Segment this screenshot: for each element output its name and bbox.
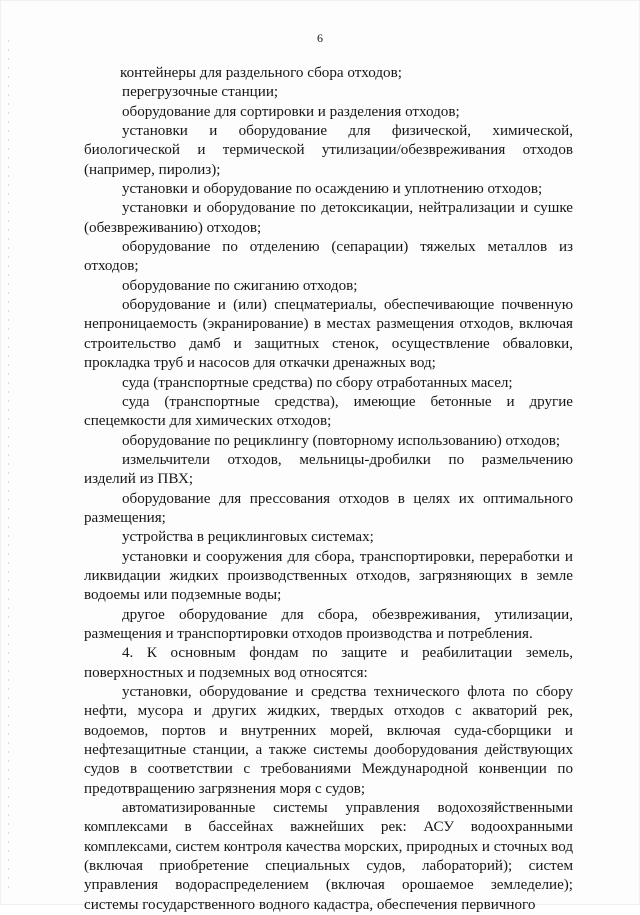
paragraph: другое оборудование для сбора, обезвреживания, утилизации, размещения и транспортировки отходов производства и потребления.	[84, 606, 573, 642]
paragraph: измельчители отходов, мельницы-дробилки по размельчению изделий из ПВХ;	[84, 451, 573, 488]
paragraph: перегрузочные станции;	[122, 84, 279, 101]
paragraph: оборудование по сжиганию отходов;	[122, 277, 358, 294]
paragraph: установки и оборудование для физической, химической, биологической и термической утилизации/обезвреживания отходов (например, пиролиз);	[84, 123, 573, 178]
paragraph: оборудование и (или) спецматериалы, обеспечивающие почвенную непроницаемость (экранирование) в местах размещения отходов, включая строительство дамб и защитных стенок, осуществление обваловки, прокладка труб и насосов для откачки дренажных вод;	[84, 297, 573, 372]
paragraph: оборудование по отделению (сепарации) тяжелых металлов из отходов;	[84, 239, 573, 275]
section-paragraph: 4. К основным фондам по защите и реабилитации земель, поверхностных и подземных вод относятся:	[84, 645, 573, 681]
paragraph: суда (транспортные средства), имеющие бетонные и другие спецемкости для химических отходов;	[84, 393, 573, 430]
paragraph: автоматизированные системы управления водохозяйственными комплексами в бассейнах важнейших рек: АСУ водоохранными комплексами, систем контроля качества морских, природных и сточных вод (включая приобретение специальных судов, лабораторий); систем управления водораспределением (включая орошаемое земледелие); системы государственного водного кадастра, обеспечения первичного	[84, 800, 573, 913]
paragraph: установки, оборудование и средства технического флота по сбору нефти, мусора и других жидких, твердых отходов с акваторий рек, водоемов, портов и внутренних морей, включая суда-сборщики и нефтезащитные станции, а также системы дооборудования действующих судов в соответствии с требованиями Международной конвенции по предотвращению загрязнения моря с судов;	[84, 684, 573, 797]
page-number: 6	[317, 31, 323, 45]
paragraph: оборудование для прессования отходов в целях их оптимального размещения;	[84, 490, 573, 526]
paragraph: установки и оборудование по осаждению и уплотнению отходов;	[122, 181, 543, 198]
paragraph: оборудование для сортировки и разделения отходов;	[122, 103, 460, 120]
paragraph: устройства в рециклинговых системах;	[122, 529, 374, 546]
scan-edge-marks	[8, 40, 9, 895]
paragraph: установки и сооружения для сбора, транспортировки, переработки и ликвидации жидких производственных отходов, загрязняющих в земле водоемы или подземные воды;	[84, 548, 573, 604]
paragraph: установки и оборудование по детоксикации, нейтрализации и сушке (обезвреживанию) отходов;	[84, 200, 573, 236]
paragraph: оборудование по рециклингу (повторному использованию) отходов;	[122, 432, 561, 449]
body-text	[84, 64, 573, 915]
paragraph: суда (транспортные средства) по сбору отработанных масел;	[122, 374, 513, 391]
paragraph: контейнеры для раздельного сбора отходов;	[120, 65, 402, 81]
